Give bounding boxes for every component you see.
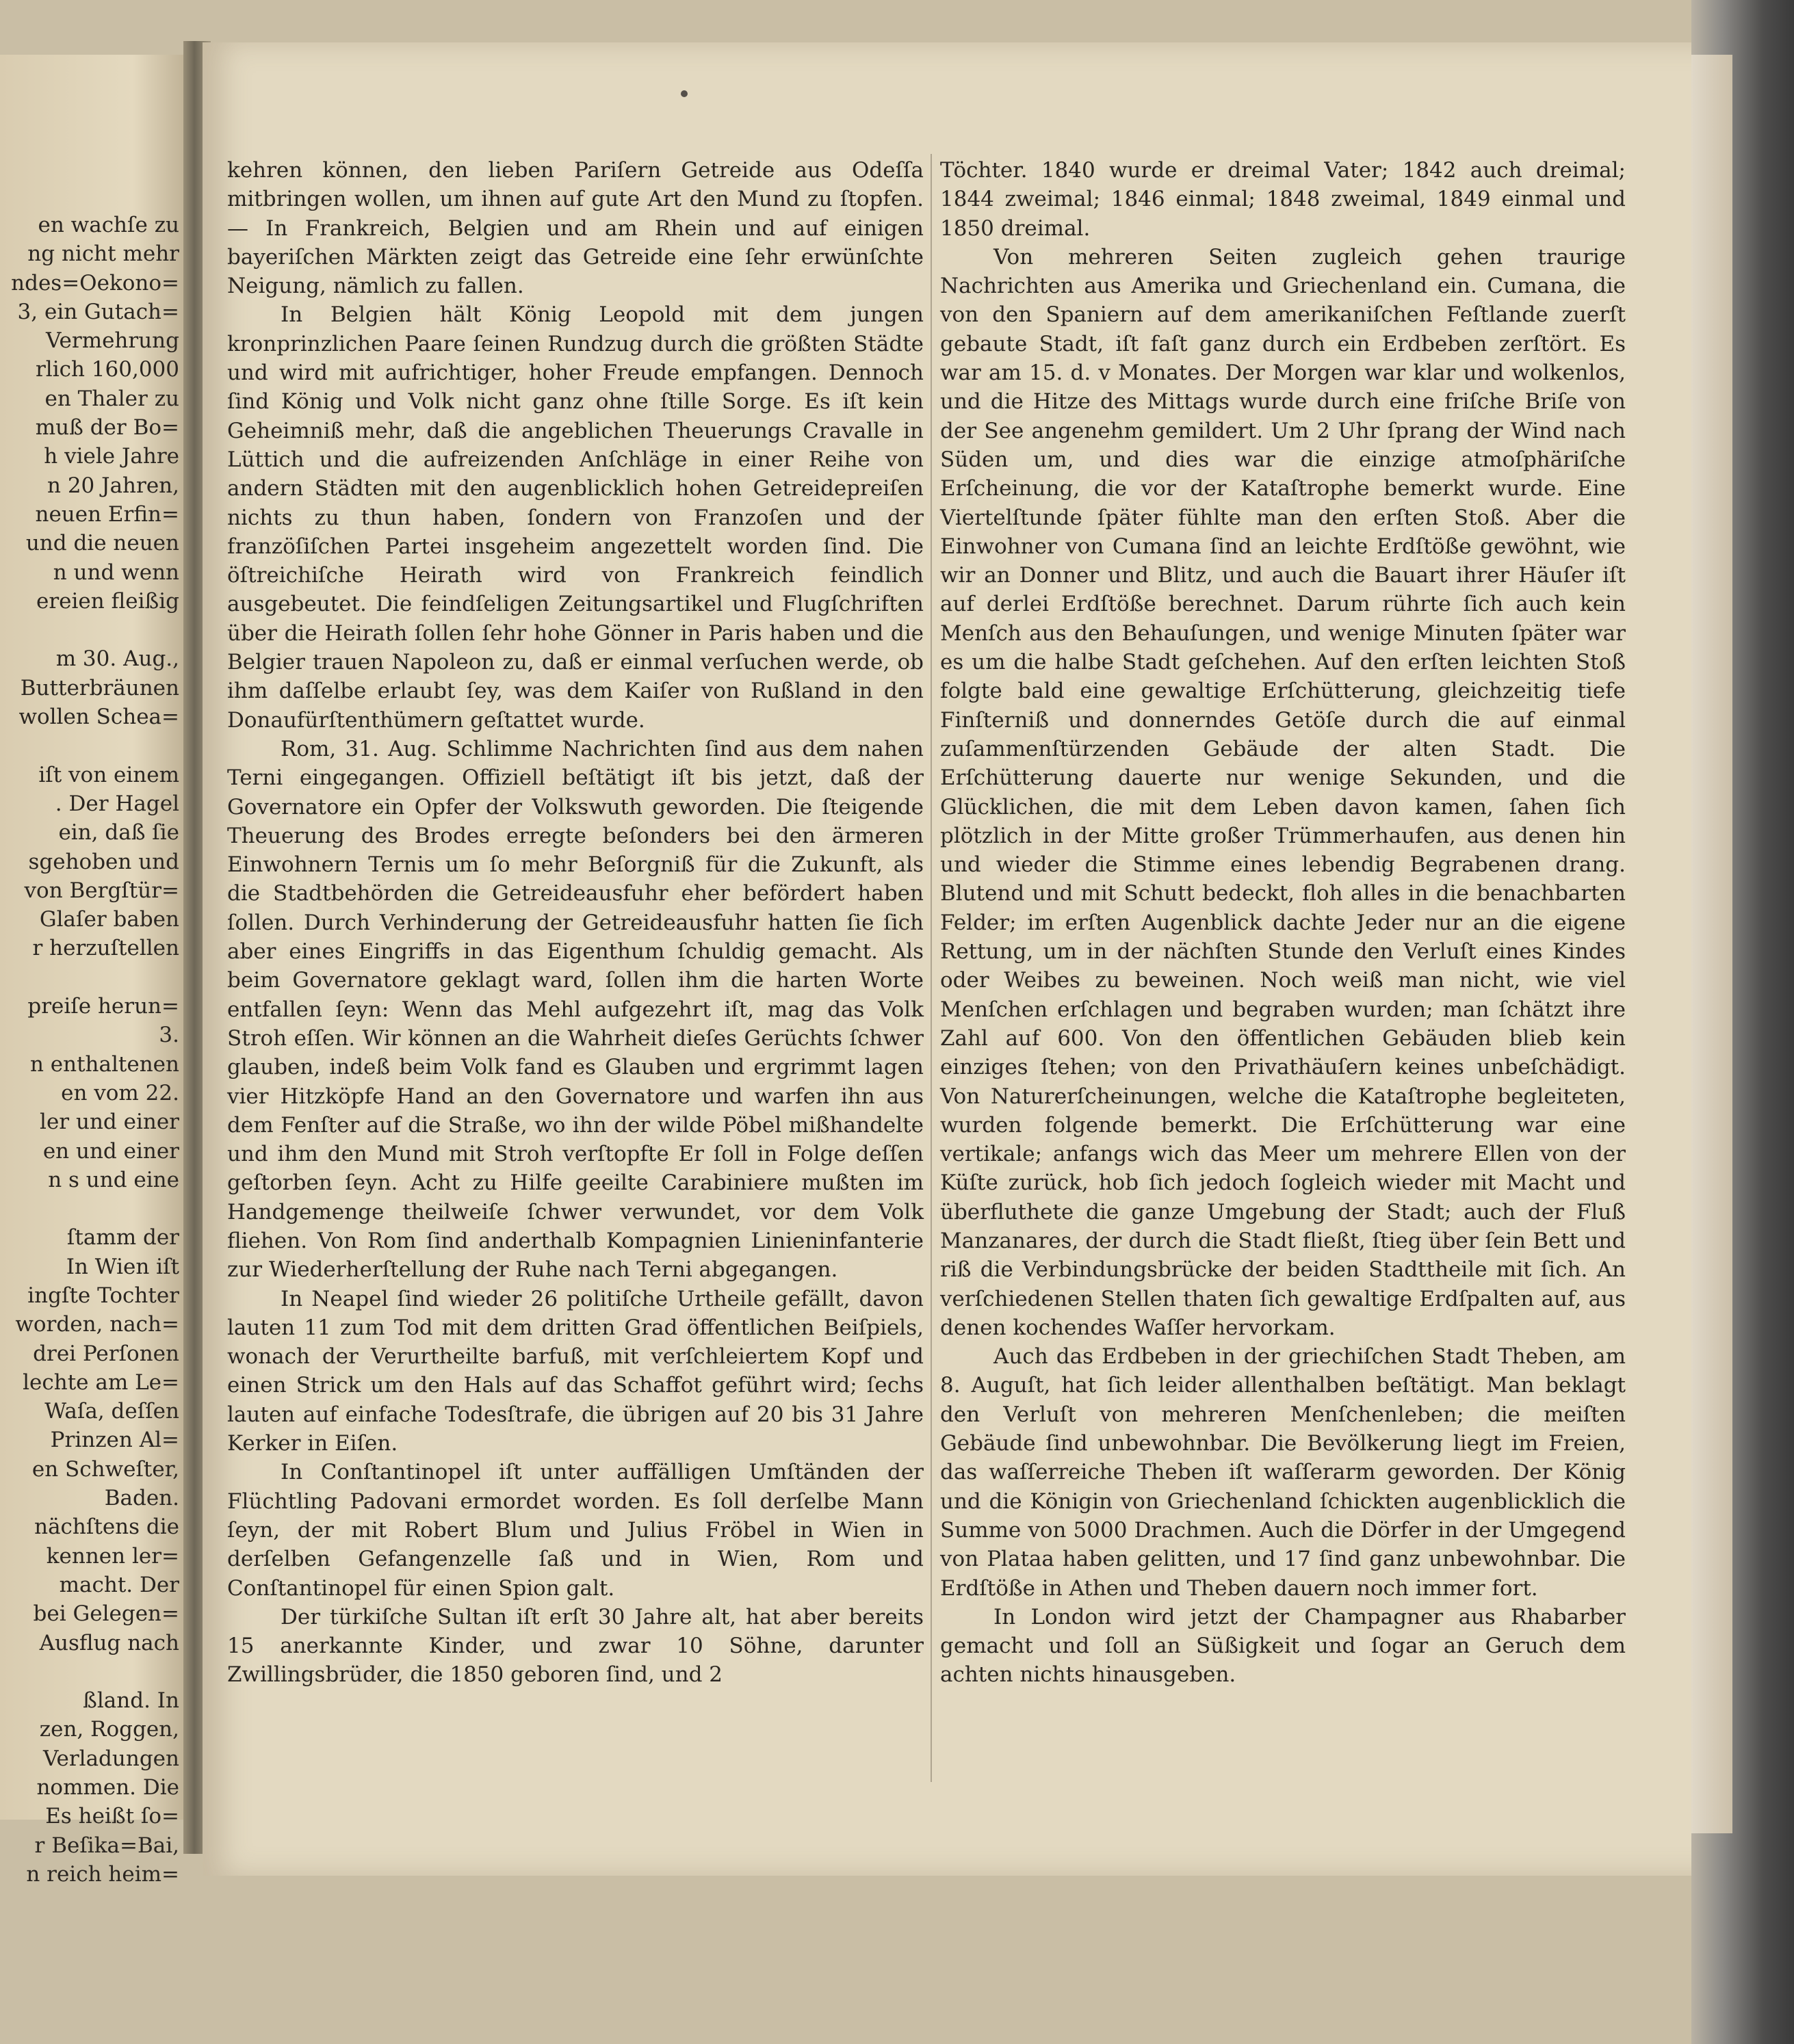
fragment-line: Es heißt ſo= [45, 1804, 179, 1829]
fragment-line [0, 1658, 179, 1686]
fragment-line: . Der Hagel [55, 791, 179, 816]
fragment-line: n enthaltenen [29, 1051, 179, 1077]
fragment-line: ein, daß ſie [58, 820, 179, 846]
fragment-line: ndes=Oekono= [11, 270, 179, 296]
fragment-line: nommen. Die [36, 1775, 179, 1800]
fragment-line: ng nicht mehr [27, 241, 179, 267]
fragment-line: zen, Roggen, [39, 1717, 179, 1742]
fragment-line: bei Gelegen= [33, 1601, 179, 1627]
text-column-left [227, 156, 924, 1846]
fragment-line: 3. [159, 1023, 179, 1048]
fragment-line: n und wenn [53, 560, 179, 585]
fragment-line: ler und einer [40, 1110, 179, 1135]
paragraph: In Neapel ſind wieder 26 politiſche Urtheile gefällt, davon lauten 11 zum Tod mit dem dritten Grad öffentlichen Beiſpiels, wonach der Verurtheilte barfuß, mit verſchleiertem Kopf und einen Strick um den Hals auf das Schaffot geführt wird; ſechs lauten auf einfache Todesſtrafe, die übrigen auf 20 bis 31 Jahre Kerker in Eiſen. [227, 1286, 924, 1456]
paragraph: In London wird jetzt der Champagner aus Rhabarber gemacht und ſoll an Süßigkeit und ſogar an Geruch dem achten nichts hinausgeben. [940, 1604, 1626, 1688]
fragment-line: worden, nach= [15, 1312, 179, 1337]
fragment-line: r herzuſtellen [32, 936, 179, 961]
fragment-line [0, 963, 179, 992]
fragment-line: rlich 160,000 [35, 357, 179, 382]
paragraph: Töchter. 1840 wurde er dreimal Vater; 1842 auch dreimal; 1844 zweimal; 1846 einmal; 1848 zweimal, 1849 einmal und 1850 dreimal. [940, 158, 1626, 241]
fragment-line: en vom 22. [61, 1080, 179, 1105]
fragment-line: muß der Bo= [35, 415, 179, 441]
fragment-line: kennen ler= [46, 1543, 179, 1569]
fragment-line: Verladungen [42, 1746, 179, 1771]
fragment-line: und die neuen [25, 531, 179, 556]
fragment-line: Glaſer baben [39, 907, 179, 932]
fragment-line: n reich heim= [26, 1861, 179, 1887]
fragment-line: In Wien iſt [66, 1254, 179, 1279]
fragment-line: Prinzen Al= [50, 1428, 179, 1453]
paragraph: In Conſtantinopel iſt unter auffälligen Umſtänden der Flüchtling Padovani ermordet worden. Es ſoll derſelbe Mann ſeyn, der mit Robert Blum und Julius Fröbel in Wien in derſelben Gefangenzelle ſaß und in Wien, Rom und Conſtantinopel für einen Spion galt. [227, 1460, 924, 1601]
fragment-line: neuen Erfin= [35, 501, 179, 527]
fragment-line: iſt von einem [38, 762, 179, 787]
fragment-line: ereien fleißig [36, 588, 179, 614]
fragment-line: ingſte Tochter [27, 1283, 179, 1308]
fragment-line: m 30. Aug., [55, 646, 179, 672]
fragment-line: h viele Jahre [44, 444, 179, 469]
fragment-line: von Bergſtür= [24, 878, 179, 903]
left-page-edge [0, 55, 190, 1887]
fragment-line: n s und eine [48, 1167, 179, 1192]
ink-spot [681, 90, 688, 97]
fragment-line: lechte am Le= [23, 1370, 179, 1395]
page-stack-edge [1691, 55, 1732, 1833]
fragment-line: wollen Schea= [18, 705, 179, 730]
fragment-line: 3, ein Gutach= [17, 299, 179, 324]
fragment-line: Ausflug nach [39, 1630, 179, 1655]
fragment-line [0, 616, 179, 644]
fragment-line: en Schweſter, [31, 1456, 179, 1482]
fragment-line [0, 731, 179, 760]
paragraph: Rom, 31. Aug. Schlimme Nachrichten ſind aus dem nahen Terni eingegangen. Offiziell beſtätigt iſt bis jetzt, daß der Governatore ein Opfer der Volkswuth geworden. Die ſteigende Theuerung des Brodes erregte beſonders bei den ärmeren Einwohnern Ternis um ſo mehr Beſorgniß für die Zukunft, als die Stadtbehörden die Getreideausfuhr eher befördert haben ſollen. Durch Verhinderung der Getreideausfuhr hatten ſie ſich aber eines Eingriffs in das Eigenthum ſchuldig gemacht. Als beim Governatore geklagt ward, ſollen ihm die harten Worte entfallen ſeyn: Wenn das Mehl aufgezehrt iſt, mag das Volk Stroh eſſen. Wir können an die Wahrheit dieſes Gerüchts ſchwer glauben, indeß beim Volk fand es Glauben und ergrimmt lagen vier Hitzköpfe Hand an den Governatore und warfen ihn aus dem Fenſter auf die Straße, wo ihn der wilde Pöbel mißhandelte und ihm den Mund mit Stroh verſtopfte Er ſoll in Folge deſſen geſtorben ſeyn. Acht zu Hilfe geeilte Carabiniere mußten im Handgemenge theilweiſe ſchwer verwundet, vor dem Volk fliehen. Von Rom ſind anderthalb Kompagnien Linieninfanterie zur Wiederherſtellung der Ruhe nach Terni abgegangen. [227, 736, 924, 1283]
fragment-line: ſtamm der [66, 1225, 179, 1250]
paragraph: kehren können, den lieben Pariſern Getreide aus Odeſſa mitbringen wollen, um ihnen auf gute Art den Mund zu ſtopfen. — In Frankreich, Belgien und am Rhein und auf einigen bayeriſchen Märkten zeigt das Getreide eine ſehr erwünſchte Neigung, nämlich zu fallen. [227, 158, 924, 299]
fragment-line: Butterbräunen [20, 675, 179, 700]
fragment-line: nächſtens die [34, 1515, 179, 1540]
fragment-line: macht. Der [59, 1572, 179, 1597]
fragment-line: Baden. [104, 1486, 179, 1511]
fragment-line: drei Perſonen [33, 1341, 179, 1366]
fragment-line: Vermehrung [45, 328, 179, 354]
paragraph: In Belgien hält König Leopold mit dem jungen kronprinzlichen Paare ſeinen Rundzug durch die größten Städte und wird mit aufrichtiger, hoher Freude empfangen. Dennoch ſind König und Volk nicht ganz ohne ſtille Sorge. Es iſt kein Geheimniß mehr, daß die angeblichen Theuerungs Cravalle in Lüttich und die aufreizenden Anſchläge in einer Reihe von andern Städten mit den augenblicklich hohen Getreidepreiſen nichts zu thun haben, ſondern von Franzoſen und der franzöſiſchen Partei insgeheim angezettelt worden ſind. Die öſtreichiſche Heirath wird von Frankreich feindlich ausgebeutet. Die feindſeligen Zeitungsartikel und Flugſchriften über die Heirath ſollen ſehr hohe Gönner in Paris haben und die Belgier trauen Napoleon zu, daß er einmal verſuchen werde, ob ihm daſſelbe erlaubt ſey, was dem Kaiſer von Rußland in den Donaufürſtenthümern geſtattet wurde. [227, 302, 924, 733]
book-cover-edge [1691, 0, 1794, 2044]
fragment-line: ßland. In [83, 1688, 179, 1714]
paragraph: Der türkiſche Sultan iſt erſt 30 Jahre alt, hat aber bereits 15 anerkannte Kinder, und zwar 10 Söhne, darunter Zwillingsbrüder, die 1850 geboren ſind, und 2 [227, 1604, 924, 1688]
fragment-line: preiſe herun= [27, 994, 179, 1019]
paragraph: Auch das Erdbeben in der griechiſchen Stadt Theben, am 8. Auguſt, hat ſich leider allenthalben beſtätigt. Man beklagt den Verluſt von mehreren Menſchenleben; die meiſten Gebäude ſind unbewohnbar. Die Bevölkerung liegt im Freien, das waſſerreiche Theben iſt waſſerarm geworden. Der König und die Königin von Griechenland ſchickten augenblicklich die Summe von 5000 Drachmen. Auch die Dörfer in der Umgegend von Plataa haben gelitten, und 17 ſind ganz unbewohnbar. Die Erdſtöße in Athen und Theben dauern noch immer fort. [940, 1344, 1626, 1601]
fragment-line: n 20 Jahren, [47, 473, 179, 498]
fragment-line: r Beſika=Bai, [34, 1833, 179, 1858]
paragraph: Von mehreren Seiten zugleich gehen traurige Nachrichten aus Amerika und Griechenland ein. Cumana, die von den Spaniern auf dem amerikaniſchen Feſtlande zuerſt gebaute Stadt, iſt faſt ganz durch ein Erdbeben zerſtört. Es war am 15. d. v Monates. Der Morgen war klar und wolkenlos, und die Hitze des Mittags wurde durch eine friſche Briſe von der See angenehm gemildert. Um 2 Uhr ſprang der Wind nach Süden um, und dies war die einzige atmoſphäriſche Erſcheinung, die vor der Kataſtrophe bemerkt wurde. Eine Viertelſtunde ſpäter fühlte man den erſten Stoß. Aber die Einwohner von Cumana ſind an leichte Erdſtöße gewöhnt, wie wir an Donner und Blitz, und auch die Bauart ihrer Häuſer iſt auf derlei Erdſtöße berechnet. Darum rührte ſich auch kein Menſch aus den Behauſungen, und wenige Minuten ſpäter war es um die halbe Stadt geſchehen. Auf den erſten leichten Stoß folgte bald eine gewaltige Erſchütterung, gleichzeitig tiefe Finſterniß und donnerndes Getöſe durch die auf einmal zuſammenſtürzenden Gebäude der alten Stadt. Die Erſchütterung dauerte nur wenige Sekunden, und die Glücklichen, die mit dem Leben davon kamen, ſahen ſich plötzlich in der Mitte großer Trümmerhaufen, aus denen hin und wieder die Stimme eines lebendig Begrabenen drang. Blutend und mit Schutt bedeckt, floh alles in die benachbarten Felder; im erſten Augenblick dachte Jeder nur an die eigene Rettung, um in der nächſten Stunde den Verluſt eines Kindes oder Weibes zu beweinen. Noch weiß man nicht, wie viel Menſchen erſchlagen und begraben wurden; man ſchätzt ihre Zahl auf 600. Von den öffentlichen Gebäuden blieb kein einziges ſtehen; von den Privathäuſern keines unbeſchädigt. Von Naturerſcheinungen, welche die Kataſtrophe begleiteten, wurden folgende bemerkt. Die Erſchütterung war eine vertikale; anfangs wich das Meer um mehrere Ellen von der Küſte zurück, hob ſich jedoch ſogleich wieder mit Macht und überfluthete die ganze Umgebung der Stadt; auch der Fluß Manzanares, der durch die Stadt fließt, ſtieg über ſein Bett und riß die Verbindungsbrücke der beiden Stadttheile mit ſich. An verſchiedenen Stellen thaten ſich gewaltige Erdſpalten auf, aus denen kochendes Waſſer hervorkam. [940, 244, 1626, 1340]
text-column-right [940, 156, 1626, 1846]
fragment-line: sgehoben und [28, 849, 179, 874]
fragment-line: en und einer [42, 1138, 179, 1164]
fragment-line: Waſa, deſſen [44, 1399, 179, 1424]
column-divider [931, 154, 932, 1782]
fragment-line [0, 1194, 179, 1223]
fragment-line: en Thaler zu [44, 386, 179, 411]
fragment-line: en wachſe zu [38, 213, 179, 237]
left-page-text-fragments [0, 211, 179, 1889]
